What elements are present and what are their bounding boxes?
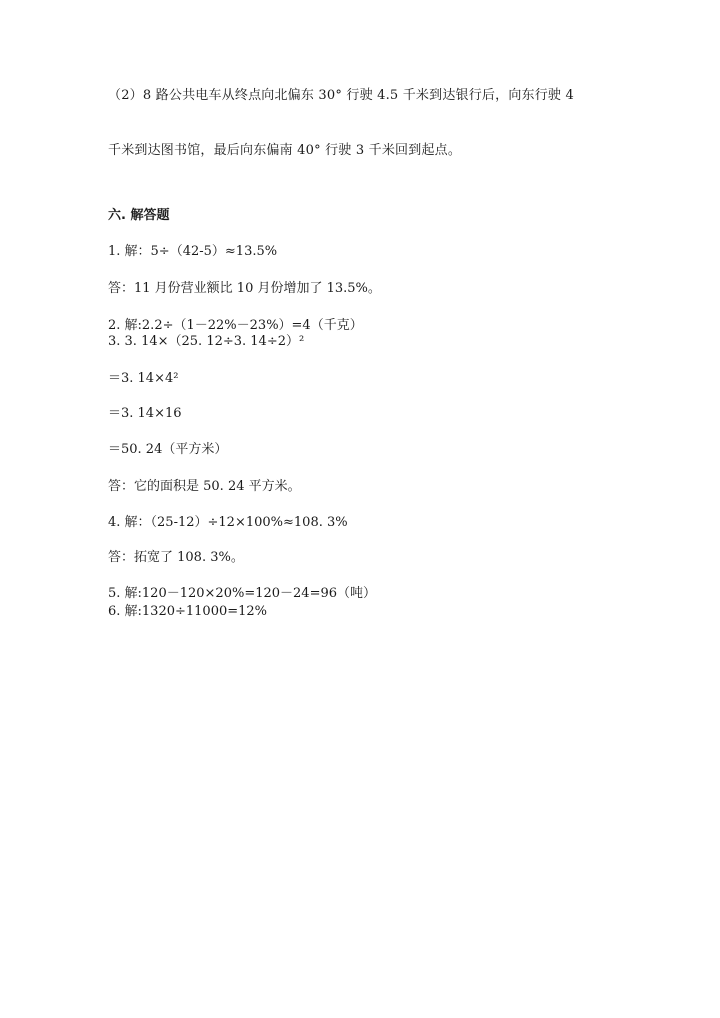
q6-solution: 6. 解:1320÷11000=12% [108, 604, 268, 619]
paragraph-line-1: （2）8 路公共电车从终点向北偏东 30° 行驶 4.5 千米到达银行后，向东行驶 4 [108, 88, 574, 103]
q1-solution: 1. 解：5÷（42-5）≈13.5% [108, 244, 278, 259]
section-heading: 六. 解答题 [108, 208, 170, 223]
paragraph-line-2: 千米到达图书馆，最后向东偏南 40° 行驶 3 千米回到起点。 [108, 143, 462, 158]
q4-solution: 4. 解：（25-12）÷12×100%≈108. 3% [108, 515, 348, 530]
q2-solution: 2. 解:2.2÷（1－22%－23%）=4（千克） [108, 318, 363, 333]
q1-answer: 答：11 月份营业额比 10 月份增加了 13.5%。 [108, 281, 381, 296]
q3-step-2: ＝3. 14×16 [108, 406, 182, 421]
q5-solution: 5. 解:120－120×20%=120－24=96（吨） [108, 586, 377, 601]
q3-answer: 答：它的面积是 50. 24 平方米。 [108, 479, 301, 494]
q3-solution: 3. 3. 14×（25. 12÷3. 14÷2）² [108, 334, 305, 349]
q3-step-1: ＝3. 14×4² [108, 371, 179, 386]
q4-answer: 答：拓宽了 108. 3%。 [108, 550, 244, 565]
q3-step-3: ＝50. 24（平方米） [108, 442, 228, 457]
